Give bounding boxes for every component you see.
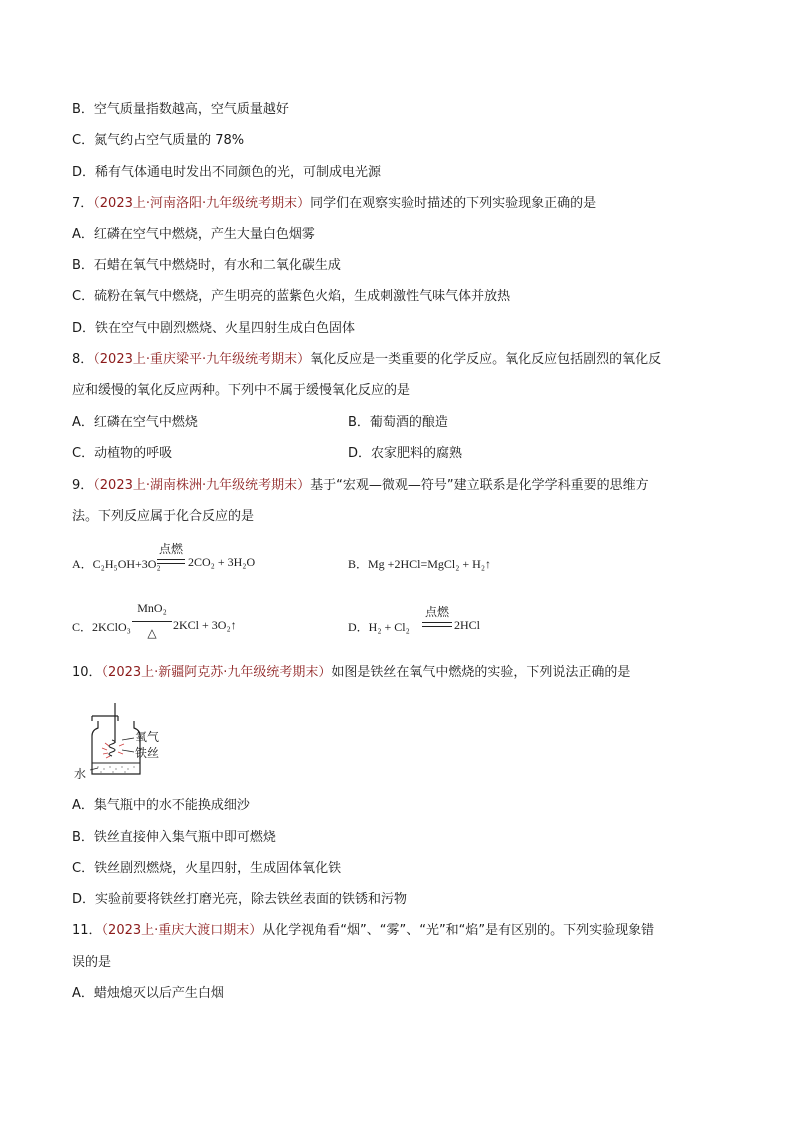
q9-option-b bbox=[348, 555, 491, 572]
question-text: 如图是铁丝在氧气中燃烧的实验，下列说法正确的是 bbox=[331, 665, 631, 680]
q9-option-c bbox=[72, 618, 131, 635]
q10-option-c: C．铁丝剧烈燃烧，火星四射，生成固体氧化铁 bbox=[72, 861, 342, 876]
q8-option-c: C．动植物的呼吸 bbox=[72, 446, 173, 461]
label-water: 水 bbox=[74, 767, 87, 781]
question-11-stem-cont: 误的是 bbox=[72, 955, 112, 970]
question-10-stem bbox=[72, 664, 630, 682]
question-11-stem bbox=[72, 922, 654, 940]
q9-d-products: 2HCl bbox=[454, 618, 481, 632]
q9-a-products: 2CO₂ + 3H₂O bbox=[188, 555, 256, 569]
q9-option-d bbox=[348, 618, 410, 635]
q7-option-b: B．石蜡在氧气中燃烧时，有水和二氧化碳生成 bbox=[72, 258, 341, 273]
equation-left: C₂H₅OH+3O₂ bbox=[92, 557, 161, 571]
q8-option-b: B．葡萄酒的酿造 bbox=[348, 415, 448, 430]
equation-arrow bbox=[132, 621, 172, 622]
equation-arrow bbox=[422, 622, 452, 627]
question-9-stem bbox=[72, 477, 649, 495]
equation-arrow bbox=[157, 559, 185, 564]
question-source: （2023上·重庆大渡口期末） bbox=[101, 923, 263, 938]
q11-option-a: A．蜡烛熄灭以后产生白烟 bbox=[72, 986, 224, 1001]
question-text: 氧化反应是一类重要的化学反应。氧化反应包括剧烈的氧化反 bbox=[310, 352, 662, 367]
question-9-stem-cont: 法。下列反应属于化合反应的是 bbox=[72, 509, 255, 524]
question-text: 从化学视角看“烟”、“雾”、“光”和“焰”是有区别的。下列实验现象错 bbox=[262, 923, 655, 938]
q10-option-b: B．铁丝直接伸入集气瓶中即可燃烧 bbox=[72, 830, 276, 845]
q7-option-d: D．铁在空气中剧烈燃烧、火星四射生成白色固体 bbox=[72, 321, 356, 336]
question-8-stem-cont: 应和缓慢的氧化反应两种。下列中不属于缓慢氧化反应的是 bbox=[72, 383, 411, 398]
question-source: （2023上·新疆阿克苏·九年级统考期末） bbox=[101, 665, 332, 680]
question-text: 基于“宏观—微观—符号”建立联系是化学学科重要的思维方 bbox=[310, 478, 649, 493]
equation-left: 2KClO₃ bbox=[92, 620, 131, 634]
option-label: C． bbox=[72, 620, 93, 634]
q6-option-b: B．空气质量指数越高，空气质量越好 bbox=[72, 102, 289, 117]
q10-option-d: D．实验前要将铁丝打磨光亮，除去铁丝表面的铁锈和污物 bbox=[72, 892, 408, 907]
question-source: （2023上·河南洛阳·九年级统考期末） bbox=[93, 196, 311, 211]
question-number: 7． bbox=[72, 196, 94, 211]
equation-left: H₂ + Cl₂ bbox=[368, 620, 410, 634]
option-label: A． bbox=[72, 557, 93, 571]
question-number: 11． bbox=[72, 923, 102, 938]
question-8-stem bbox=[72, 351, 661, 369]
question-number: 10． bbox=[72, 665, 102, 680]
q9-option-a bbox=[72, 555, 161, 572]
q9-a-condition: 点燃 bbox=[158, 542, 183, 556]
q10-option-a: A．集气瓶中的水不能换成细沙 bbox=[72, 798, 250, 813]
iron-wire-experiment-figure bbox=[72, 688, 182, 783]
label-oxygen: 氧气 bbox=[135, 730, 160, 744]
question-number: 9． bbox=[72, 478, 94, 493]
q8-option-a: A．红磷在空气中燃烧 bbox=[72, 415, 198, 430]
gas-jar-diagram bbox=[72, 688, 182, 783]
question-7-stem bbox=[72, 195, 596, 213]
question-number: 8． bbox=[72, 352, 94, 367]
q7-option-c: C．硫粉在氧气中燃烧，产生明亮的蓝紫色火焰，生成刺激性气味气体并放热 bbox=[72, 289, 511, 304]
q9-c-heat: △ bbox=[147, 626, 157, 640]
q7-option-a: A．红磷在空气中燃烧，产生大量白色烟雾 bbox=[72, 227, 315, 242]
q9-c-catalyst: MnO₂ bbox=[137, 601, 167, 615]
option-label: B． bbox=[348, 557, 369, 571]
label-iron-wire: 铁丝 bbox=[135, 746, 160, 760]
equation: Mg +2HCl=MgCl₂ + H₂↑ bbox=[368, 557, 492, 571]
q6-option-d: D．稀有气体通电时发出不同颜色的光，可制成电光源 bbox=[72, 165, 382, 180]
q8-option-d: D．农家肥料的腐熟 bbox=[348, 446, 463, 461]
q6-option-c: C．氮气约占空气质量的 78% bbox=[72, 133, 245, 148]
q9-d-condition: 点燃 bbox=[424, 605, 449, 619]
option-label: D． bbox=[348, 620, 369, 634]
question-source: （2023上·湖南株洲·九年级统考期末） bbox=[93, 478, 311, 493]
question-source: （2023上·重庆梁平·九年级统考期末） bbox=[93, 352, 311, 367]
q9-c-products: 2KCl + 3O₂↑ bbox=[173, 618, 237, 632]
question-text: 同学们在观察实验时描述的下列实验现象正确的是 bbox=[310, 196, 597, 211]
